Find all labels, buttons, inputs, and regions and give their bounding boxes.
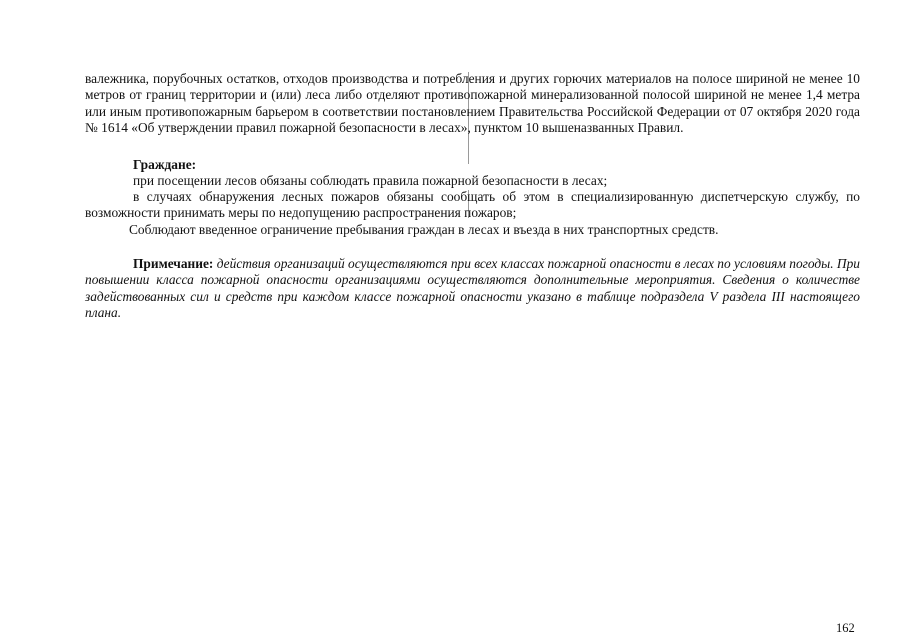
page-number: 162 xyxy=(836,621,855,635)
heading-citizens: Граждане: xyxy=(133,157,197,172)
note-label: Примечание: xyxy=(133,256,214,271)
paragraph-citizens-report: в случаях обнаружения лесных пожаров обязаны сообщать об этом в специализированную диспетчерскую службу, по возможности принимать меры по недопущению распространения пожаров; xyxy=(85,189,860,221)
paragraph-citizens-rules: при посещении лесов обязаны соблюдать правила пожарной безопасности в лесах; xyxy=(133,173,608,188)
note-paragraph xyxy=(85,256,860,322)
paragraph-fire-barrier: валежника, порубочных остатков, отходов производства и потребления и других горючих материалов на полосе шириной не менее 10 метров от границ территории и (или) леса либо отделяют противопожарной минерализованной полосой шириной не менее 1,4 метра или иным противопожарным барьером в соответствии постановлением Правительства Российской Федерации от 07 октября 2020 года № 1614 «Об утверждении правил пожарной безопасности в лесах», пунктом 10 вышеназванных Правил. xyxy=(85,71,860,136)
paragraph-citizens-restriction: Соблюдают введенное ограничение пребывания граждан в лесах и въезда в них транспортных средств. xyxy=(129,222,719,237)
note-text: действия организаций осуществляются при всех классах пожарной опасности в лесах по условиям погоды. При повышении класса пожарной опасности организациями осуществляются дополнительные мероприятия. Сведения о количестве задействованных сил и средств при каждом классе пожарной опасности указано в таблице подраздела V раздела III настоящего плана. xyxy=(85,256,860,321)
